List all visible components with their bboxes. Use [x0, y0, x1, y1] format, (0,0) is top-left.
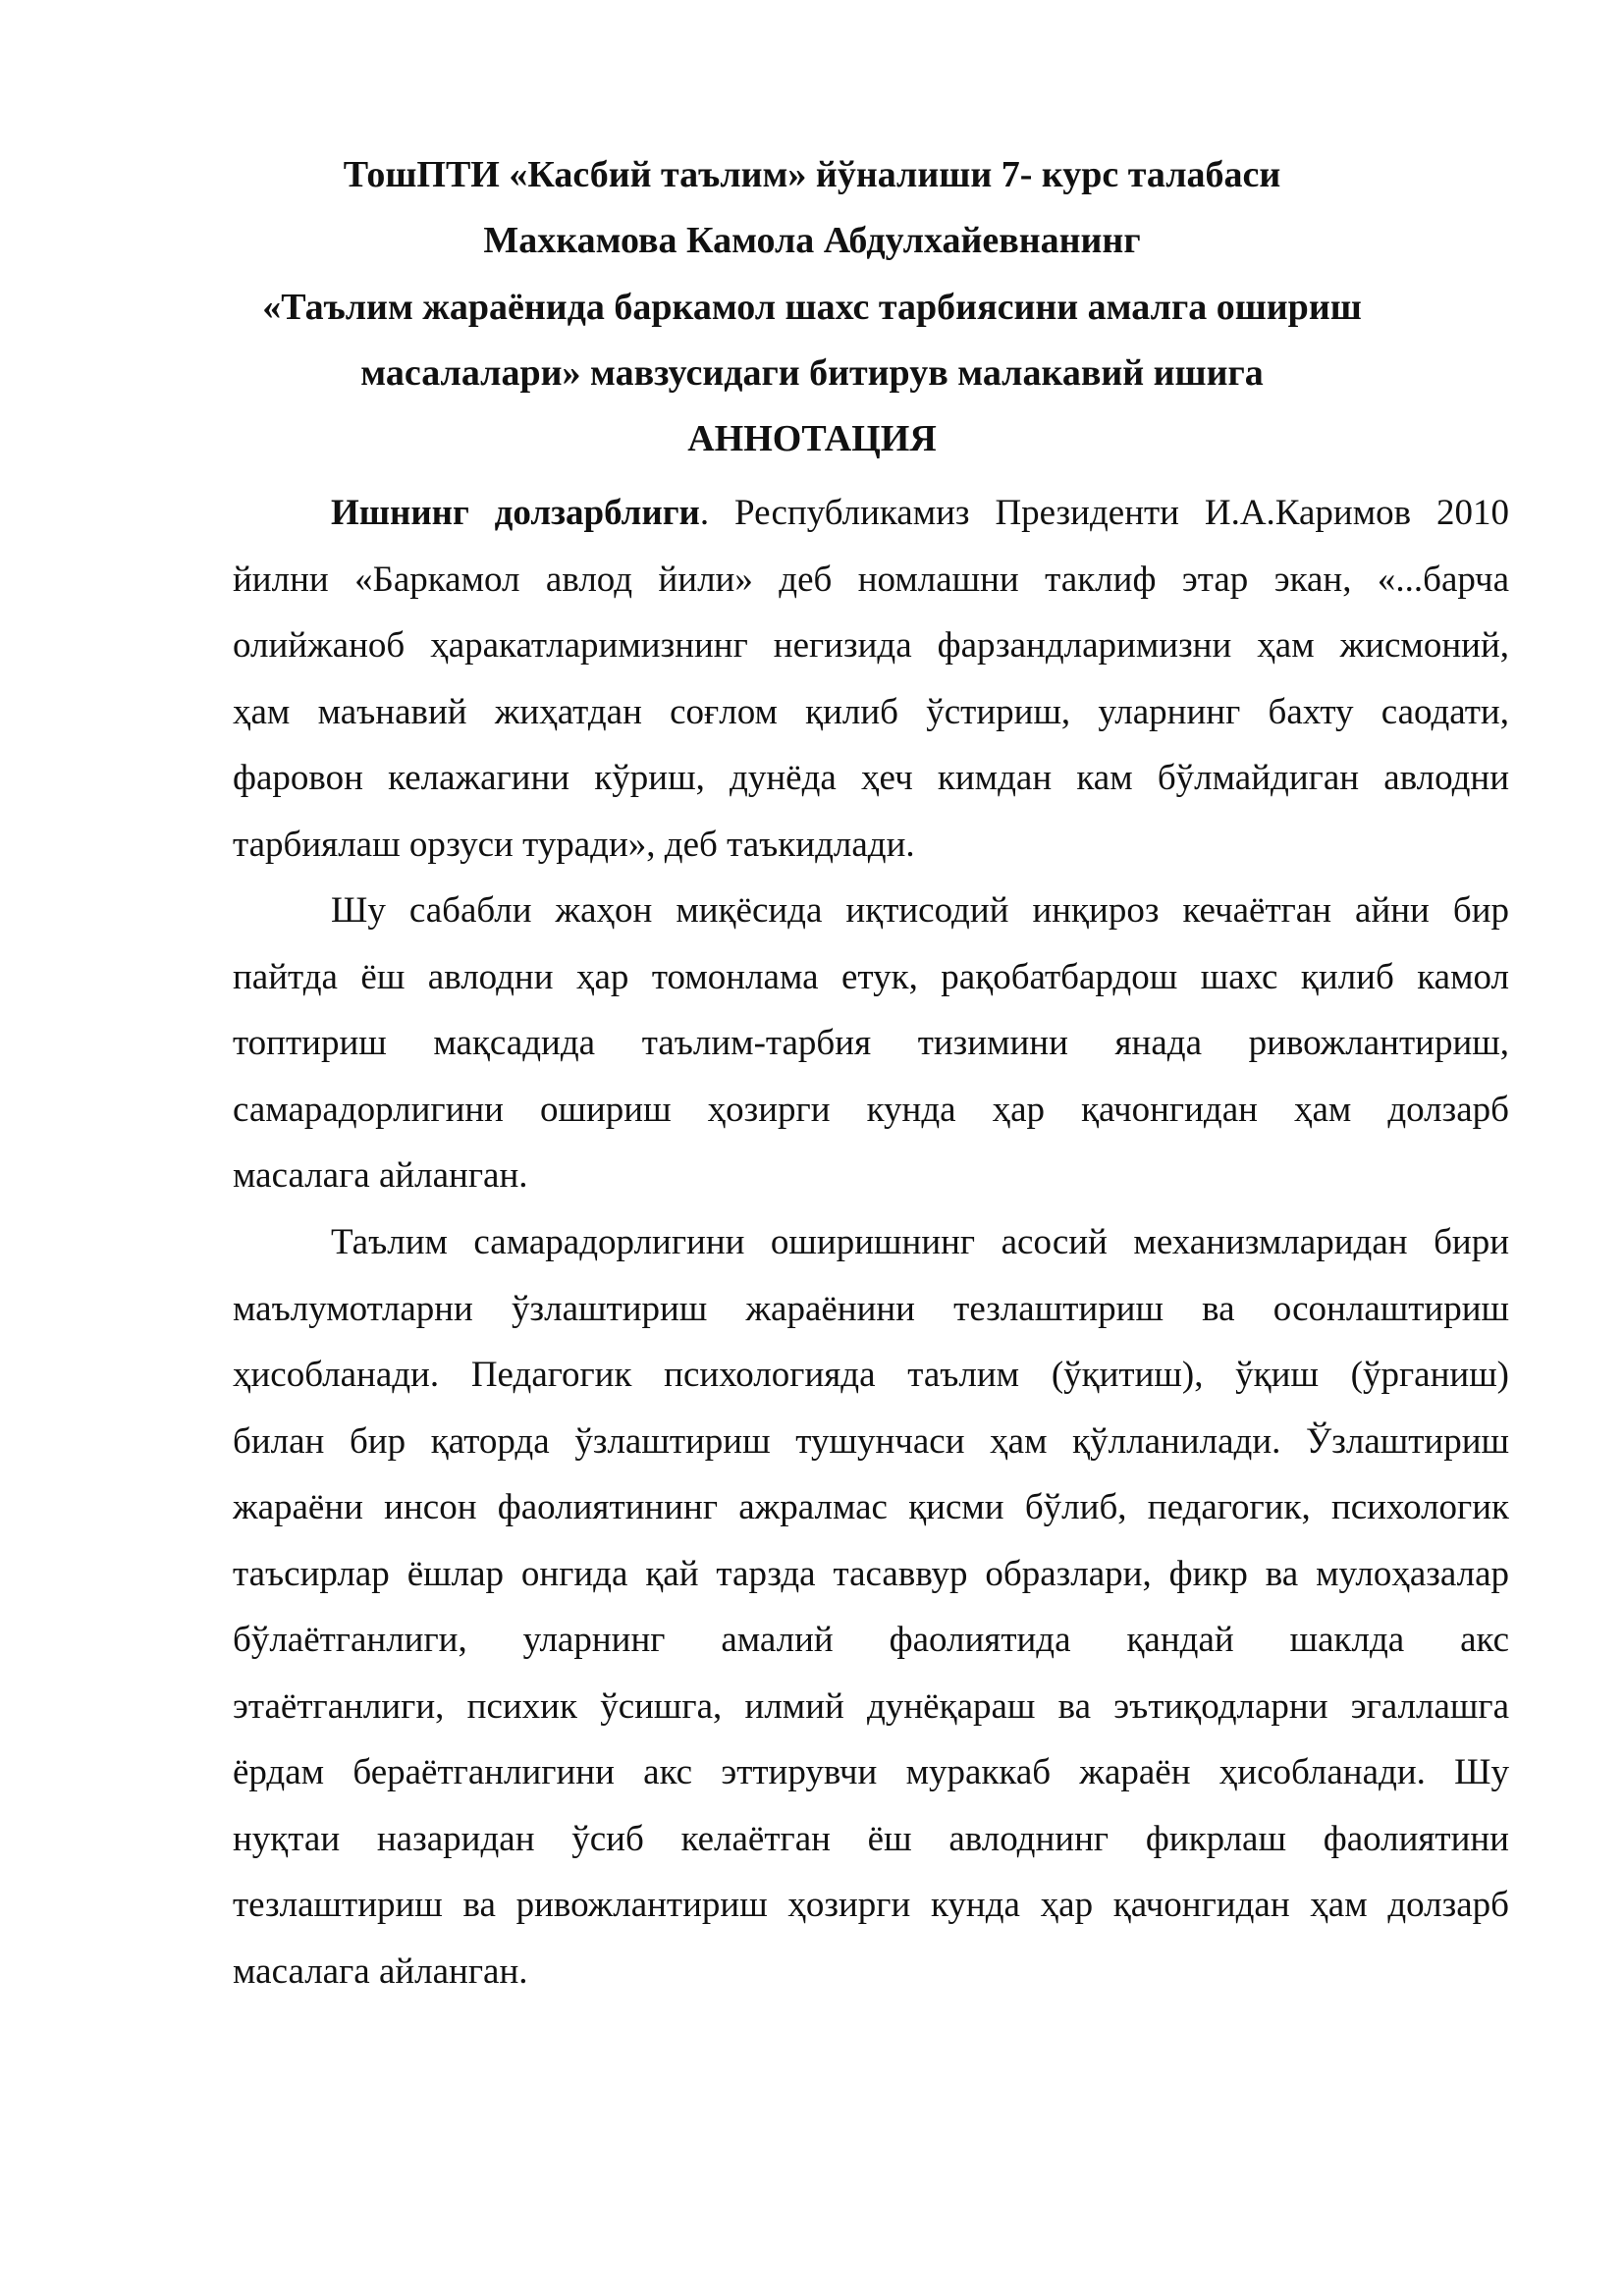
paragraph-line: ёрдам бераётганлигини акс эттирувчи мураккаб жараён ҳисобланади. Шу: [233, 1752, 1509, 1792]
paragraph-line: нуқтаи назаридан ўсиб келаётган ёш авлоднинг фикрлаш фаолиятини: [233, 1818, 1509, 1859]
paragraph-line: фаровон келажагини кўриш, дунёда ҳеч кимдан кам бўлмайдиган авлодни: [233, 758, 1509, 798]
paragraph-line: Шу сабабли жаҳон миқёсида иқтисодий инқироз кечаётган айни бир: [331, 890, 1509, 931]
paragraph-line: Таълим самарадорлигини оширишнинг асосий механизмларидан бири: [331, 1222, 1509, 1262]
header-line-1: ТошПТИ «Касбий таълим» йўналиши 7- курс талабаси: [343, 154, 1281, 195]
paragraph-line: пайтда ёш авлодни ҳар томонлама етук, рақобатбардош шахс қилиб камол: [233, 956, 1509, 997]
paragraph-line: ҳисобланади. Педагогик психологияда таълим (ўқитиш), ўқиш (ўрганиш): [233, 1355, 1509, 1395]
paragraph-lead: Ишнинг долзарблиги: [331, 493, 700, 533]
paragraph-line: этаётганлиги, психик ўсишга, илмий дунёқараш ва эътиқодларни эгаллашга: [233, 1685, 1509, 1727]
paragraph-line: маълумотларни ўзлаштириш жараёнини тезлаштириш ва осонлаштириш: [233, 1288, 1509, 1329]
paragraph-line: таъсирлар ёшлар онгида қай тарзда тасаввур образлари, фикр ва мулоҳазалар: [233, 1553, 1509, 1594]
header-topic-line-2: масалалари» мавзусидаги битирув малакавий ишига: [360, 352, 1264, 394]
paragraph-efficiency: [233, 1209, 1509, 2004]
paragraph-line: олийжаноб ҳаракатларимизнинг негизида фарзандларимизни ҳам жисмоний,: [233, 625, 1509, 666]
paragraph-line: масалага айланган.: [233, 1950, 528, 1992]
paragraph-line: тезлаштириш ва ривожлантириш ҳозирги кунда ҳар қачонгидан ҳам долзарб: [233, 1885, 1509, 1925]
paragraph-relevance: [233, 480, 1509, 878]
paragraph-line: масалага айланган.: [233, 1155, 528, 1196]
document-title: АННОТАЦИЯ: [687, 418, 937, 459]
paragraph-line: топтириш мақсадида таълим-тарбия тизимини янада ривожлантириш,: [233, 1023, 1509, 1063]
paragraph-line-text: . Республикамиз Президенти И.А.Каримов 2010: [699, 493, 1509, 533]
paragraph-line: жараёни инсон фаолиятининг ажралмас қисми бўлиб, педагогик, психологик: [233, 1487, 1509, 1527]
paragraph-line: бўлаётганлиги, уларнинг амалий фаолиятида қандай шаклда акс: [233, 1620, 1509, 1660]
header-author: Махкамова Камола Абдулхайевнанинг: [483, 220, 1141, 261]
paragraph-line: йилни «Баркамол авлод йили» деб номлашни таклиф этар экан, «...барча: [233, 559, 1509, 600]
paragraph-line: тарбиялаш орзуси туради», деб таъкидлади.: [233, 824, 915, 865]
header-topic-line-1: «Таълим жараёнида баркамол шахс тарбиясини амалга ошириш: [262, 287, 1362, 328]
paragraph-line: билан бир қаторда ўзлаштириш тушунчаси ҳам қўлланилади. Ўзлаштириш: [233, 1420, 1509, 1462]
paragraph-line: самарадорлигини ошириш ҳозирги кунда ҳар қачонгидан ҳам долзарб: [233, 1089, 1509, 1130]
paragraph-crisis: [233, 878, 1509, 1209]
paragraph-line: ҳам маънавий жиҳатдан соғлом қилиб ўстириш, уларнинг бахту саодати,: [233, 691, 1509, 732]
paragraph-line: [233, 480, 1509, 547]
